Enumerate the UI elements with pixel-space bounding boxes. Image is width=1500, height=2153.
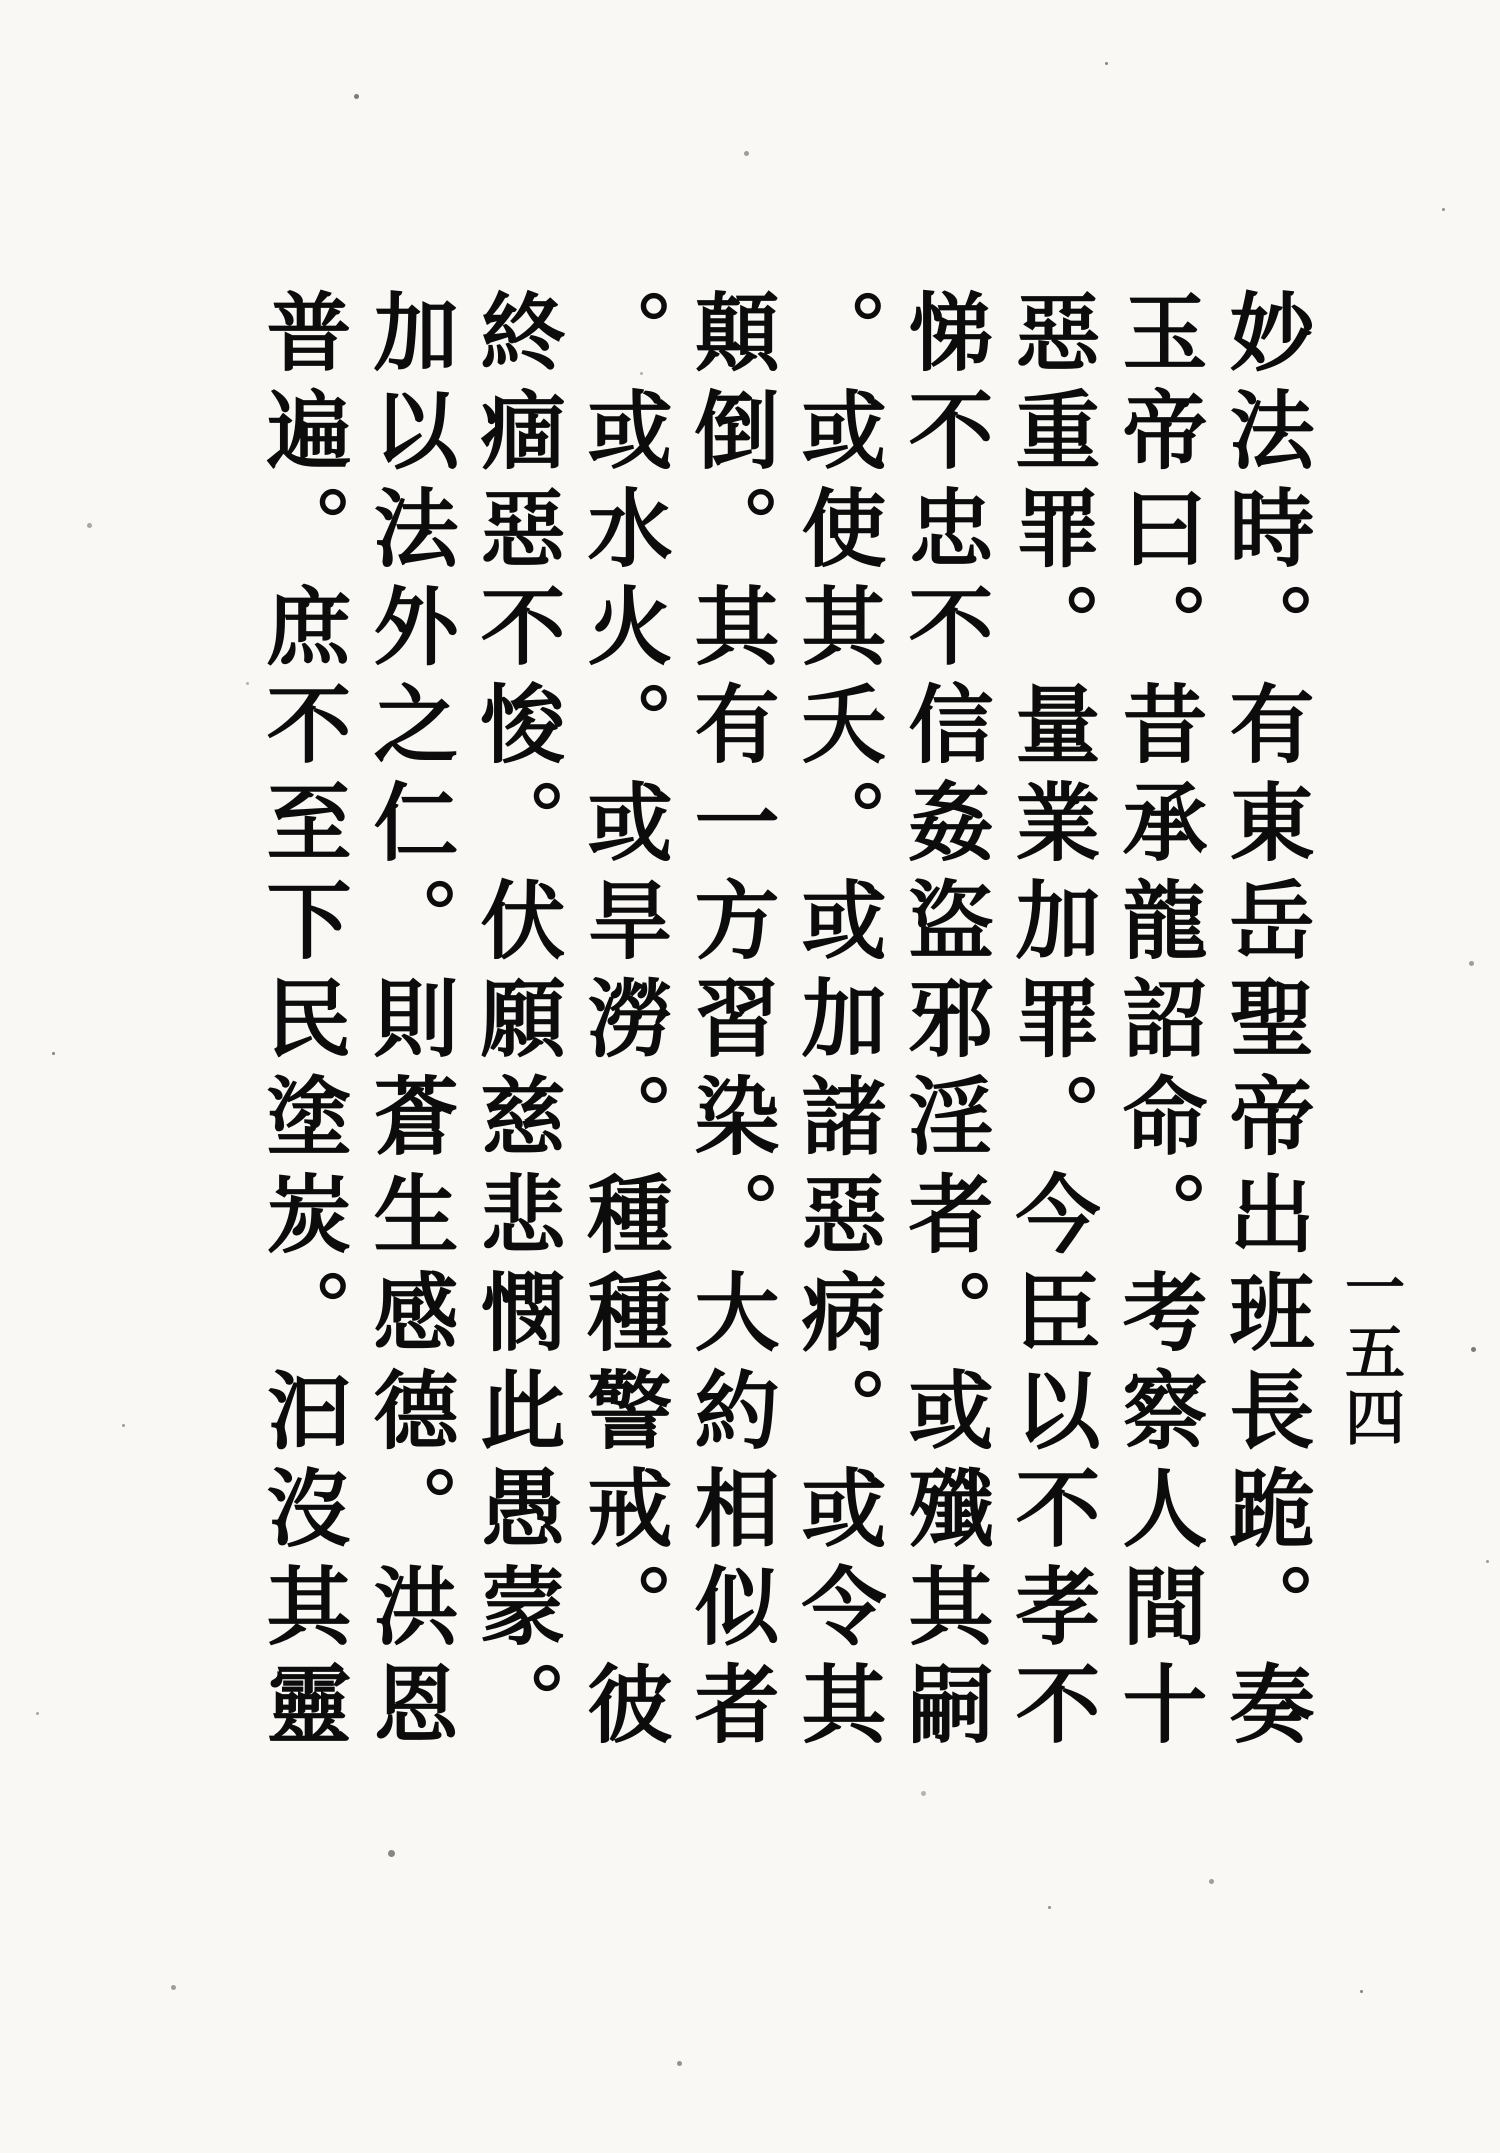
- text-column-1: 妙法時。有東岳聖帝出班長跪。奏: [1217, 288, 1311, 1758]
- text-block: [247, 288, 1317, 1768]
- text-column-6: 顛倒。其有一方習染。大約相似者: [682, 288, 776, 1758]
- text-column-10: 普遍。庶不至下民塗炭。汩沒其靈: [254, 288, 348, 1758]
- text-column-3: 惡重罪。量業加罪。今臣以不孝不: [1003, 288, 1097, 1758]
- scan-noise-speckles: [0, 0, 3, 3]
- text-column-2: 玉帝曰。昔承龍詔命。考察人間十: [1110, 288, 1204, 1758]
- text-column-7: 。或水火。或旱澇。種種警戒。彼: [575, 288, 669, 1758]
- text-column-8: 終痼惡不悛。伏願慈悲憫此愚蒙。: [468, 288, 562, 1758]
- text-column-9: 加以法外之仁。則蒼生感德。洪恩: [361, 288, 455, 1758]
- text-column-4: 悌不忠不信姦盜邪淫者。或殲其嗣: [896, 288, 990, 1758]
- text-column-5: 。或使其夭。或加諸惡病。或令其: [789, 288, 883, 1758]
- page-number: 一五四: [1337, 1256, 1403, 1451]
